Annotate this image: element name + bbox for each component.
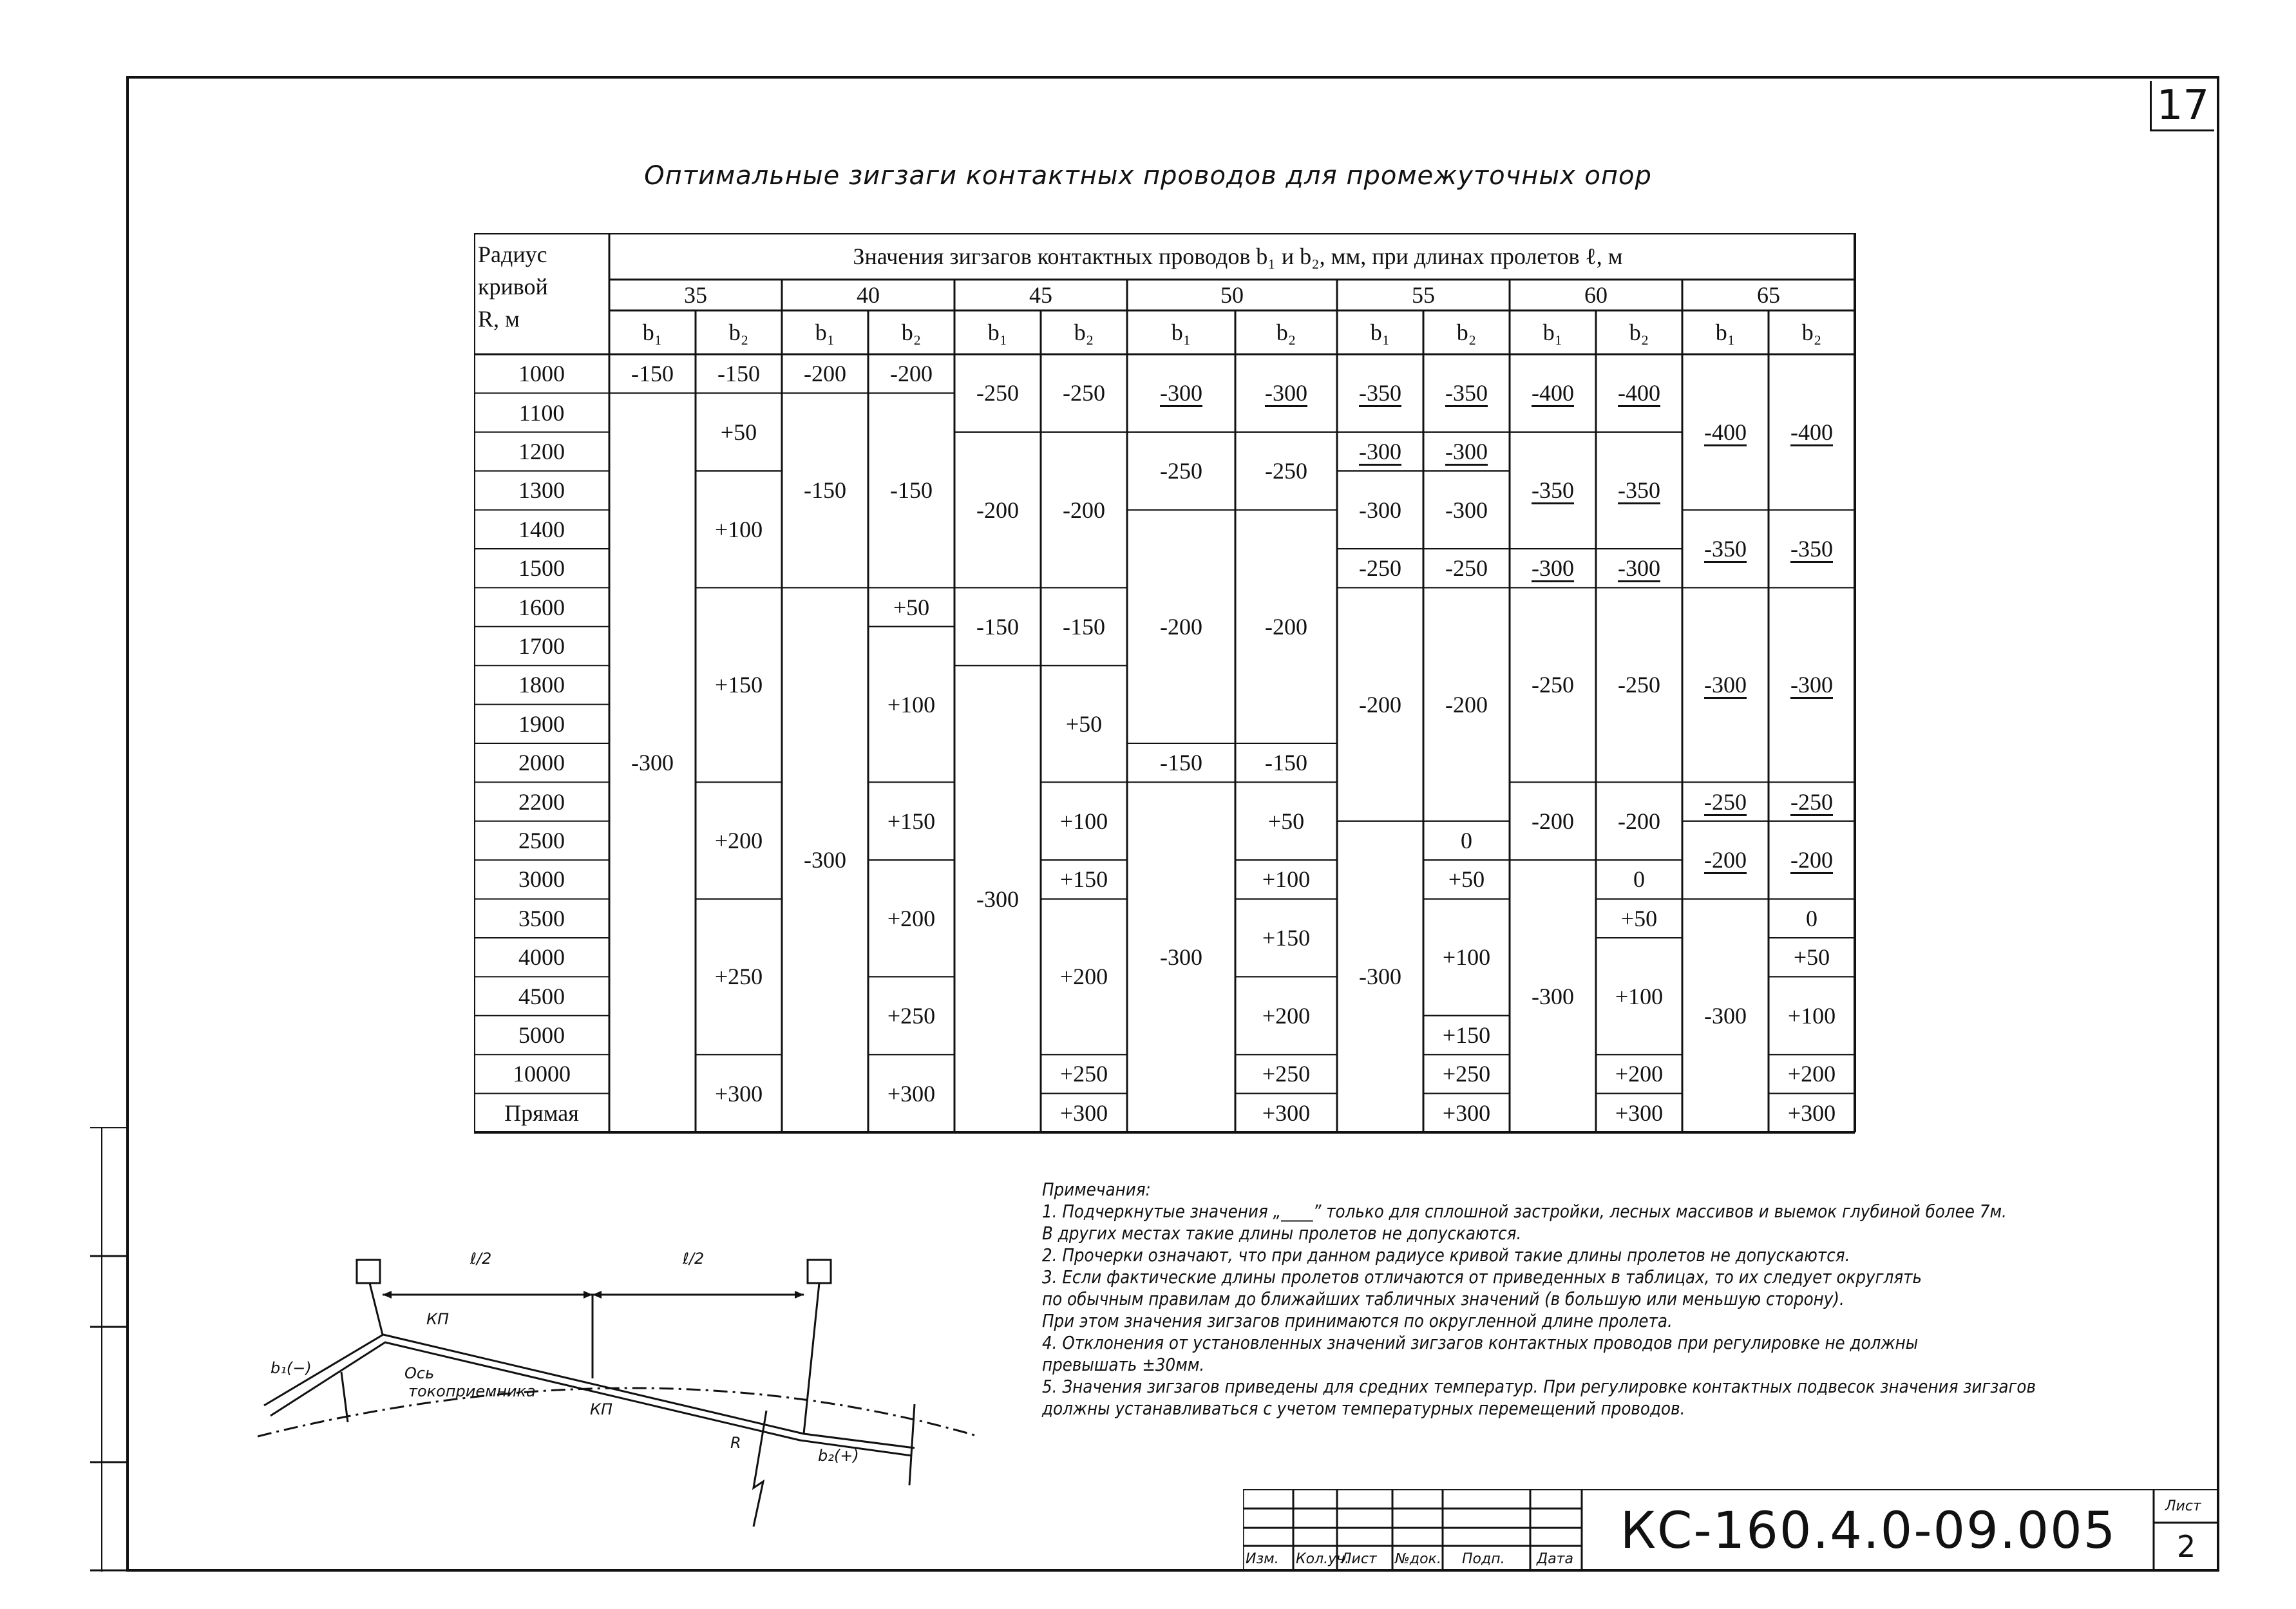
value-cell: +200	[714, 827, 763, 853]
span-header: 60	[1584, 282, 1608, 308]
radius-cell: 1700	[518, 633, 565, 659]
group-header: Значения зигзагов контактных проводов b₁ и b₂, мм, при длинах пролетов ℓ, м	[853, 243, 1623, 269]
value-cell: -150	[631, 361, 674, 387]
span-header: 40	[857, 282, 880, 308]
value-cell: -400	[1790, 419, 1833, 445]
radius-cell: 4000	[518, 944, 565, 971]
note-line: по обычным правилам до ближайших табличных значений (в большую или меньшую сторону).	[1042, 1288, 1845, 1309]
binding-margin	[90, 1127, 126, 1572]
value-cell: -200	[1618, 808, 1660, 834]
value-cell: -150	[1063, 613, 1105, 640]
half-span-label-2: ℓ/2	[683, 1250, 705, 1268]
value-cell: -300	[1704, 1002, 1747, 1029]
value-cell: -250	[1265, 458, 1307, 484]
corner-line-3: R, м	[478, 306, 520, 332]
value-cell: -150	[890, 477, 933, 504]
b2-header: b₂	[728, 319, 749, 345]
value-cell: -300	[1532, 983, 1574, 1009]
value-cell: -300	[1160, 944, 1202, 971]
value-cell: -150	[804, 477, 846, 504]
radius-label: R	[730, 1434, 741, 1452]
value-cell: -250	[1445, 555, 1488, 582]
value-cell: -250	[1160, 458, 1202, 484]
page-title: Оптимальные зигзаги контактных проводов для промежуточных опор	[644, 161, 1652, 191]
value-cell: -250	[1790, 788, 1833, 815]
span-header: 35	[684, 282, 707, 308]
b2-header: b₂	[901, 319, 922, 345]
value-cell: +100	[1787, 1002, 1836, 1029]
value-cell: +100	[714, 516, 763, 542]
value-cell: +200	[1059, 964, 1108, 990]
value-cell: +150	[1059, 866, 1108, 893]
b1-header: b₁	[987, 319, 1008, 345]
value-cell: 0	[1633, 866, 1645, 893]
value-cell: -350	[1532, 477, 1574, 504]
support-icon	[357, 1260, 380, 1283]
value-cell: +150	[887, 808, 936, 834]
value-cell: -200	[1160, 613, 1202, 640]
value-cell: +50	[1448, 866, 1485, 893]
value-cell: +50	[1267, 808, 1305, 834]
value-cell: +250	[714, 964, 763, 990]
value-cell: -250	[1063, 380, 1105, 406]
note-line: В других местах такие длины пролетов не допускаются.	[1042, 1223, 1522, 1244]
value-cell: +150	[1262, 924, 1311, 951]
value-cell: -350	[1445, 380, 1488, 406]
value-cell: +50	[720, 419, 757, 445]
value-cell: +250	[1262, 1061, 1311, 1087]
page-number: 17	[2150, 81, 2214, 131]
kp-label-2: КП	[590, 1400, 613, 1418]
radius-cell: 1500	[518, 555, 565, 582]
support-icon	[808, 1260, 831, 1283]
value-cell: +300	[1262, 1100, 1311, 1126]
radius-cell: 1200	[518, 438, 565, 464]
value-cell: -350	[1790, 535, 1833, 562]
value-cell: -300	[1790, 672, 1833, 698]
radius-cell: 1100	[518, 399, 565, 426]
value-cell: -400	[1532, 380, 1574, 406]
value-cell: +300	[1442, 1100, 1491, 1126]
stamp-sheet-value: 2	[2177, 1529, 2196, 1564]
value-cell: -250	[1359, 555, 1401, 582]
stamp-col-doc: №док.	[1395, 1551, 1441, 1567]
value-cell: -300	[1532, 555, 1574, 582]
value-cell: -300	[631, 750, 674, 776]
value-cell: -350	[1359, 380, 1401, 406]
document-code: КС-160.4.0-09.005	[1620, 1502, 2117, 1560]
radius-cell: 5000	[518, 1022, 565, 1048]
radius-cell: 2200	[518, 788, 565, 815]
corner-header	[478, 238, 604, 341]
b2-label: b₂(+)	[818, 1447, 859, 1465]
value-cell: +250	[1059, 1061, 1108, 1087]
value-cell: -300	[1160, 380, 1202, 406]
span-header: 55	[1412, 282, 1435, 308]
value-cell: +150	[714, 672, 763, 698]
value-cell: -300	[1265, 380, 1307, 406]
value-cell: 0	[1461, 827, 1472, 853]
value-cell: -300	[1445, 438, 1488, 464]
b1-label: b₁(−)	[270, 1359, 312, 1377]
value-cell: +100	[1615, 983, 1664, 1009]
half-span-label-1: ℓ/2	[470, 1250, 492, 1268]
value-cell: +100	[1262, 866, 1311, 893]
value-cell: -300	[1359, 964, 1401, 990]
radius-cell: 2000	[518, 750, 565, 776]
value-cell: +300	[1059, 1100, 1108, 1126]
value-cell: -250	[976, 380, 1019, 406]
value-cell: +200	[1615, 1061, 1664, 1087]
note-line: 5. Значения зигзагов приведены для средних температур. При регулировке контактных подвесок значения зигзагов	[1042, 1376, 2036, 1397]
value-cell: -300	[1618, 555, 1660, 582]
kp-label-1: КП	[426, 1310, 450, 1328]
diagram-drawing	[258, 1243, 979, 1539]
value-cell: -200	[1790, 847, 1833, 873]
value-cell: +300	[1787, 1100, 1836, 1126]
value-cell: +100	[1059, 808, 1108, 834]
stamp-col-list: Лист	[1341, 1551, 1377, 1567]
radius-cell: 3500	[518, 905, 565, 931]
b1-header: b₁	[1715, 319, 1736, 345]
value-cell: -200	[1063, 497, 1105, 523]
value-cell: +300	[887, 1080, 936, 1107]
value-cell: 0	[1806, 905, 1817, 931]
radius-cell: 1300	[518, 477, 565, 504]
value-cell: -200	[1359, 691, 1401, 718]
b1-header: b₁	[815, 319, 835, 345]
value-cell: -200	[1265, 613, 1307, 640]
span-header: 65	[1757, 282, 1780, 308]
stamp-sheet-label: Лист	[2165, 1498, 2201, 1514]
value-cell: -200	[804, 361, 846, 387]
value-cell: -200	[1704, 847, 1747, 873]
value-cell: -250	[1532, 672, 1574, 698]
note-line: 4. Отклонения от установленных значений зигзагов контактных проводов при регулировке не должны	[1042, 1332, 1919, 1353]
value-cell: +250	[887, 1002, 936, 1029]
axis-label-2: токоприемника	[408, 1382, 536, 1400]
value-cell: +150	[1442, 1022, 1491, 1048]
value-cell: +50	[1793, 944, 1830, 971]
radius-cell: 2500	[518, 827, 565, 853]
note-line: превышать ±30мм.	[1042, 1354, 1205, 1375]
corner-line-1: Радиус	[478, 242, 547, 267]
value-cell: +300	[1615, 1100, 1664, 1126]
b2-header: b₂	[1074, 319, 1094, 345]
corner-line-2: кривой	[478, 274, 548, 300]
radius-cell: 1800	[518, 672, 565, 698]
value-cell: -250	[1704, 788, 1747, 815]
stamp-col-data: Дата	[1537, 1551, 1573, 1567]
radius-cell: 1900	[518, 710, 565, 737]
span-header: 45	[1029, 282, 1052, 308]
radius-cell: 4500	[518, 983, 565, 1009]
value-cell: +200	[1787, 1061, 1836, 1087]
note-line: 3. Если фактические длины пролетов отличаются от приведенных в таблицах, то их следует округлять	[1042, 1266, 1922, 1288]
value-cell: -200	[1445, 691, 1488, 718]
b1-header: b₁	[1370, 319, 1390, 345]
value-cell: -300	[1445, 497, 1488, 523]
radius-cell: 1000	[518, 361, 565, 387]
value-cell: -200	[976, 497, 1019, 523]
note-line: При этом значения зигзагов принимаются по округленной длине пролета.	[1042, 1310, 1673, 1331]
radius-cell: 3000	[518, 866, 565, 893]
value-cell: +250	[1442, 1061, 1491, 1087]
b1-header: b₁	[1171, 319, 1191, 345]
stamp-col-izm: Изм.	[1246, 1551, 1279, 1567]
value-cell: -300	[976, 886, 1019, 912]
value-cell: +100	[887, 691, 936, 718]
value-cell: -150	[976, 613, 1019, 640]
axis-label-1: Ось	[404, 1364, 435, 1382]
radius-cell: 1400	[518, 516, 565, 542]
b1-header: b₁	[642, 319, 663, 345]
value-cell: -300	[1704, 672, 1747, 698]
note-line: должны устанавливаться с учетом температурных перемещений проводов.	[1042, 1398, 1685, 1419]
b2-header: b₂	[1801, 319, 1822, 345]
radius-cell: 1600	[518, 594, 565, 620]
radius-cell: 10000	[513, 1061, 571, 1087]
b2-header: b₂	[1629, 319, 1649, 345]
value-cell: +50	[893, 594, 930, 620]
radius-cell: Прямая	[504, 1100, 579, 1126]
value-cell: +300	[714, 1080, 763, 1107]
value-cell: -200	[1532, 808, 1574, 834]
notes-heading: Примечания:	[1042, 1179, 1151, 1200]
value-cell: +50	[1620, 905, 1658, 931]
value-cell: -400	[1704, 419, 1747, 445]
value-cell: -150	[717, 361, 760, 387]
value-cell: -150	[1265, 750, 1307, 776]
value-cell: +200	[887, 905, 936, 931]
value-cell: -300	[1359, 438, 1401, 464]
value-cell: -300	[1359, 497, 1401, 523]
b2-header: b₂	[1276, 319, 1296, 345]
note-line: 1. Подчеркнутые значения „____” только для сплошной застройки, лесных массивов и выемок глубиной более 7м.	[1042, 1201, 2007, 1222]
zigzag-diagram	[258, 1243, 979, 1539]
notes	[1042, 1179, 2062, 1420]
value-cell: +50	[1065, 710, 1103, 737]
b1-header: b₁	[1542, 319, 1563, 345]
value-cell: -200	[890, 361, 933, 387]
zigzag-table	[474, 233, 1865, 1132]
stamp-col-podp: Подп.	[1462, 1551, 1505, 1567]
value-cell: -350	[1618, 477, 1660, 504]
b2-header: b₂	[1456, 319, 1477, 345]
value-cell: +200	[1262, 1002, 1311, 1029]
span-header: 50	[1220, 282, 1244, 308]
value-cell: -350	[1704, 535, 1747, 562]
stamp-col-kolvo: Кол.уч.	[1296, 1551, 1350, 1567]
note-line: 2. Прочерки означают, что при данном радиусе кривой такие длины пролетов не допускаются.	[1042, 1244, 1850, 1266]
value-cell: -250	[1618, 672, 1660, 698]
value-cell: -400	[1618, 380, 1660, 406]
value-cell: -300	[804, 847, 846, 873]
value-cell: -150	[1160, 750, 1202, 776]
value-cell: +100	[1442, 944, 1491, 971]
